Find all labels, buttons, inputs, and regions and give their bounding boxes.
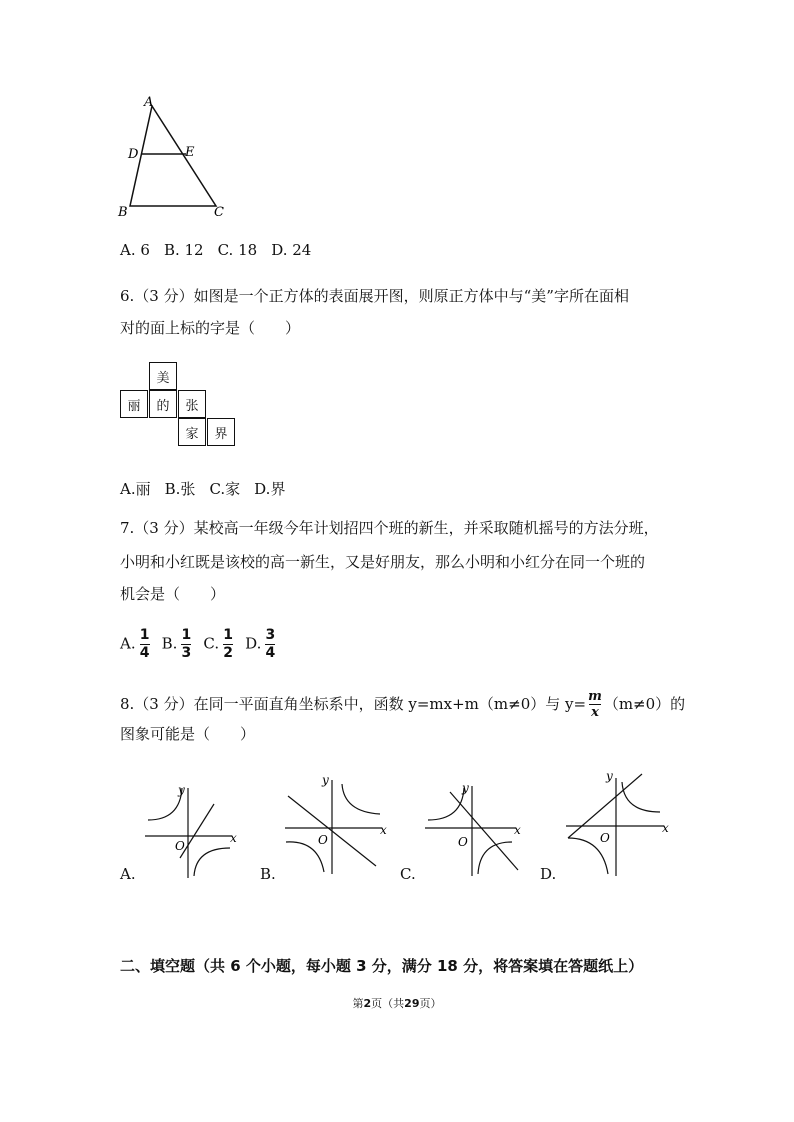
axis-label-y: y xyxy=(462,781,469,795)
axis-label-y: y xyxy=(606,769,613,783)
graph-a-svg xyxy=(140,780,250,880)
page-footer xyxy=(0,995,794,1011)
option-text: 12 xyxy=(184,241,204,259)
denominator: 3 xyxy=(181,645,192,661)
q6-option-c[interactable] xyxy=(209,479,240,499)
q6-options xyxy=(120,479,285,499)
option-letter: A. xyxy=(120,634,136,653)
q6-cube-net xyxy=(120,362,240,452)
q8-option-a-label[interactable]: A. xyxy=(120,865,136,883)
label-c: C xyxy=(214,205,224,220)
q7-stem-line1: 7.（3 分）某校高一年级今年计划招四个班的新生，并采取随机摇号的方法分班， xyxy=(120,519,659,537)
label-b: B xyxy=(118,205,128,220)
q7-stem-line3: 机会是（ ） xyxy=(120,585,226,603)
q6-stem-line2: 对的面上标的字是（ ） xyxy=(120,319,301,337)
option-letter: C. xyxy=(203,634,220,653)
numerator: 1 xyxy=(139,627,150,643)
option-letter: D. xyxy=(245,634,262,653)
q6-option-b[interactable] xyxy=(165,479,196,499)
denominator: 4 xyxy=(265,645,276,661)
fraction xyxy=(223,628,233,661)
net-cell-jia: 家 xyxy=(178,418,206,446)
q5-option-b[interactable] xyxy=(164,240,204,260)
label-a: A xyxy=(144,95,154,110)
q8-option-d-label[interactable]: D. xyxy=(540,865,557,883)
numerator: 1 xyxy=(223,627,233,643)
option-text: 丽 xyxy=(135,480,151,498)
fraction xyxy=(140,628,150,661)
axis-label-y: y xyxy=(322,773,329,787)
label-e: E xyxy=(185,145,195,160)
triangle-diagram xyxy=(110,92,240,222)
footer-total-pages: 29 xyxy=(404,997,420,1010)
numerator: m xyxy=(588,688,602,704)
q8-graph-d[interactable] xyxy=(562,766,677,878)
origin-label: O xyxy=(458,835,468,849)
option-text: 6 xyxy=(140,241,150,259)
q5-option-c[interactable] xyxy=(218,240,258,260)
axis-label-x: x xyxy=(662,821,669,835)
option-letter: C. xyxy=(209,480,226,498)
q6-option-d[interactable] xyxy=(254,479,285,499)
option-letter: C. xyxy=(217,241,234,259)
option-letter: B. xyxy=(163,241,180,259)
net-cell-de: 的 xyxy=(149,390,177,418)
q8-graph-a[interactable] xyxy=(140,780,250,880)
option-letter: D. xyxy=(254,480,271,498)
option-letter: D. xyxy=(271,241,288,259)
footer-page-number: 2 xyxy=(363,997,372,1010)
axis-label-y: y xyxy=(178,783,185,797)
denominator: x xyxy=(591,704,599,720)
footer-prefix: 第 xyxy=(352,997,364,1010)
q7-option-b[interactable] xyxy=(162,628,192,661)
option-letter: B. xyxy=(161,634,178,653)
option-text: 界 xyxy=(270,480,286,498)
denominator: 2 xyxy=(223,645,233,661)
q7-option-c[interactable] xyxy=(203,628,233,661)
origin-label: O xyxy=(175,839,185,853)
q5-option-a[interactable] xyxy=(120,240,150,260)
q8-graph-b[interactable] xyxy=(280,768,395,878)
label-d: D xyxy=(128,147,139,162)
q7-option-d[interactable] xyxy=(245,628,275,661)
option-text: 18 xyxy=(238,241,258,259)
graph-c-svg xyxy=(420,780,530,880)
q8-stem-text-b: （m≠0）的 xyxy=(603,695,686,713)
numerator: 3 xyxy=(265,627,276,643)
q8-graph-c[interactable] xyxy=(420,780,530,880)
numerator: 1 xyxy=(181,627,192,643)
fraction xyxy=(181,628,191,661)
net-cell-jie: 界 xyxy=(207,418,235,446)
q7-option-a[interactable] xyxy=(120,628,150,661)
option-text: 张 xyxy=(180,480,196,498)
option-letter: A. xyxy=(120,241,136,259)
q5-options xyxy=(120,240,311,260)
q8-stem-text-a: 8.（3 分）在同一平面直角坐标系中，函数 y=mx+m（m≠0）与 y= xyxy=(120,695,587,713)
q7-options xyxy=(120,628,275,661)
net-cell-mei: 美 xyxy=(149,362,177,390)
fraction-m-over-x xyxy=(588,690,602,719)
triangle-abc xyxy=(130,106,216,206)
q5-triangle-figure xyxy=(110,92,240,222)
axis-label-x: x xyxy=(380,823,387,837)
footer-suffix: 页） xyxy=(419,997,442,1010)
axis-label-x: x xyxy=(230,831,237,845)
graph-b-svg xyxy=(280,768,395,878)
q8-option-c-label[interactable]: C. xyxy=(400,865,416,883)
footer-mid: 页（共 xyxy=(371,997,405,1010)
denominator: 4 xyxy=(139,645,150,661)
origin-label: O xyxy=(600,831,610,845)
q5-option-d[interactable] xyxy=(271,240,311,260)
q8-stem-line2: 图象可能是（ ） xyxy=(120,725,256,743)
q8-option-b-label[interactable]: B. xyxy=(260,865,276,883)
option-letter: A. xyxy=(120,480,136,498)
option-text: 家 xyxy=(225,480,241,498)
q7-stem-line2: 小明和小红既是该校的高一新生，又是好朋友，那么小明和小红分在同一个班的 xyxy=(120,553,646,571)
net-cell-li: 丽 xyxy=(120,390,148,418)
option-letter: B. xyxy=(164,480,181,498)
section-2-title: 二、填空题（共 6 个小题，每小题 3 分，满分 18 分，将答案填在答题纸上） xyxy=(120,957,644,975)
option-text: 24 xyxy=(292,241,312,259)
origin-label: O xyxy=(318,833,328,847)
q6-option-a[interactable] xyxy=(120,479,151,499)
q6-stem-line1: 6.（3 分）如图是一个正方体的表面展开图，则原正方体中与“美”字所在面相 xyxy=(120,287,629,305)
fraction xyxy=(265,628,275,661)
q8-stem-line1 xyxy=(120,690,685,718)
axis-label-x: x xyxy=(514,823,521,837)
graph-d-svg xyxy=(562,766,677,878)
net-cell-zhang: 张 xyxy=(178,390,206,418)
